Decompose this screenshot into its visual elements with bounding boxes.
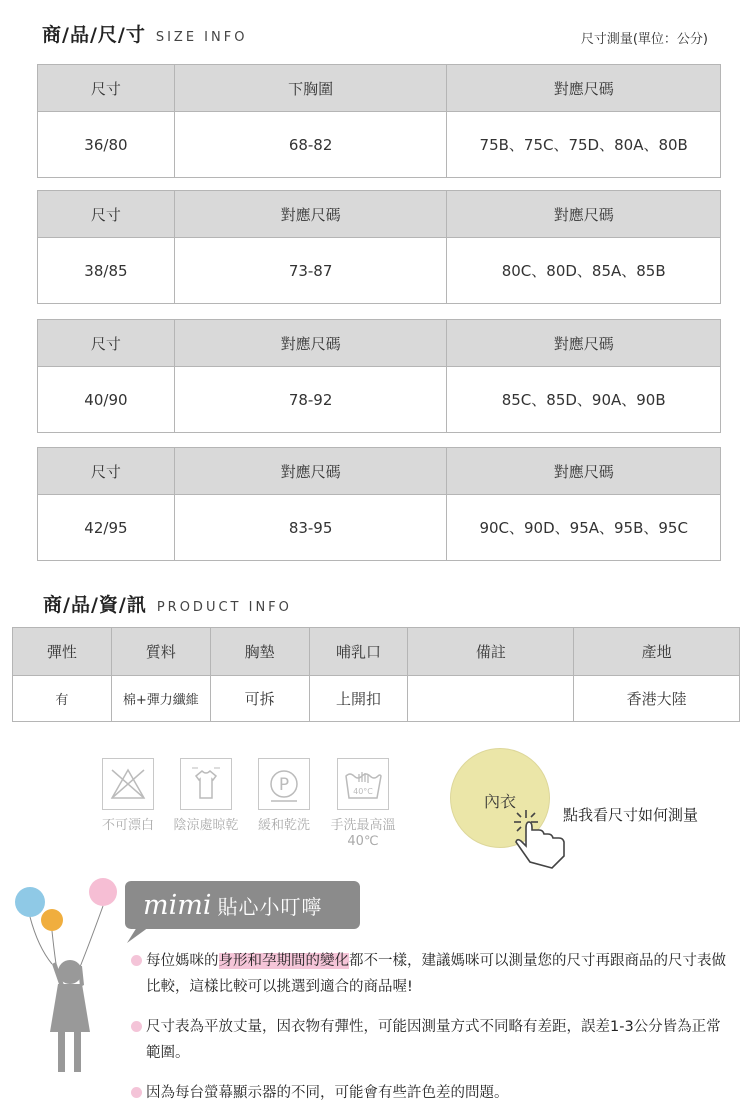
tip-item [128,948,728,1000]
size-info-title-en: SIZE INFO [155,30,248,45]
tip-text: 因為每台螢幕顯示器的不同，可能會有些許色差的問題。 [146,1085,509,1101]
size-header-cell: 下胸圍 [174,65,447,112]
product-header-cell: 哺乳口 [309,628,408,676]
size-header-cell: 尺寸 [38,191,175,238]
product-info-title [43,590,292,617]
size-header-cell: 尺寸 [38,320,175,367]
care-label-sub: 40℃ [347,834,379,849]
size-value-cell: 80C、80D、85A、85B [447,238,721,304]
gentle-dry-icon [258,758,310,810]
care-item-hand-wash [323,758,403,850]
size-value-cell: 73-87 [174,238,447,304]
product-value-cell: 上開扣 [309,676,408,722]
unit-note: 尺寸測量(單位：公分) [580,32,708,47]
mimi-brand: mimi [143,889,212,921]
svg-text:P: P [278,775,290,795]
no-bleach-icon [102,758,154,810]
size-header-cell: 尺寸 [38,448,175,495]
tip-item [128,1080,728,1106]
tips-banner [125,881,360,929]
size-header-cell: 對應尺碼 [447,65,721,112]
size-table-1 [37,64,721,178]
size-header-cell: 對應尺碼 [174,191,447,238]
wash-temp-text: 40°C [353,787,373,796]
product-value-cell [408,676,574,722]
measure-guide-link[interactable]: 點我看尺寸如何測量 [563,806,699,824]
size-value-cell: 83-95 [174,495,447,561]
care-label: 陰涼處晾乾 [173,818,239,833]
size-header-cell: 對應尺碼 [447,191,721,238]
orange-balloon-icon [41,909,63,931]
care-item-gentle-dry [244,758,324,834]
product-value-cell: 有 [13,676,112,722]
size-value-cell: 85C、85D、90A、90B [447,367,721,433]
size-table-2 [37,190,721,304]
product-info-table [12,627,740,722]
tip-text-before: 每位媽咪的 [146,953,219,969]
blue-balloon-icon [15,887,45,917]
size-value-cell: 40/90 [38,367,175,433]
pink-bullet-icon [131,955,142,966]
tip-highlight: 身形和孕期間的變化 [218,953,349,969]
product-value-cell: 可拆 [210,676,309,722]
girl-balloons-illustration [10,872,125,1102]
pink-bullet-icon [131,1087,142,1098]
product-header-cell: 產地 [574,628,740,676]
product-header-cell: 胸墊 [210,628,309,676]
product-value-cell: 香港大陸 [574,676,740,722]
shade-dry-icon [180,758,232,810]
care-item-no-bleach [88,758,168,834]
tip-text-after: 都不一樣，建議媽咪可以測量您的尺寸再跟商品的尺寸表做比較，這樣比較可以挑選到適合的商品喔! [146,953,726,995]
size-value-cell: 75B、75C、75D、80A、80B [447,112,721,178]
pink-balloon-icon [89,878,117,906]
size-header-cell: 尺寸 [38,65,175,112]
size-value-cell: 36/80 [38,112,175,178]
care-label-main: 手洗最高溫 [330,818,396,833]
size-info-title-zh: 商/品/尺/寸 [42,24,146,46]
size-value-cell: 68-82 [174,112,447,178]
tip-text: 尺寸表為平放丈量，因衣物有彈性，可能因測量方式不同略有差距，誤差1-3公分皆為正常範圍。 [146,1019,721,1061]
size-value-cell: 42/95 [38,495,175,561]
care-item-shade-dry [166,758,246,834]
size-table-4 [37,447,721,561]
hand-wash-icon [337,758,389,810]
size-value-cell: 90C、90D、95A、95B、95C [447,495,721,561]
size-header-cell: 對應尺碼 [447,448,721,495]
size-header-cell: 對應尺碼 [174,448,447,495]
size-value-cell: 78-92 [174,367,447,433]
tips-list [128,948,728,1120]
size-header-cell: 對應尺碼 [447,320,721,367]
care-label: 不可漂白 [101,818,154,833]
size-value-cell: 38/85 [38,238,175,304]
care-label [330,818,395,850]
size-info-title [42,20,247,47]
size-table-3 [37,319,721,433]
pink-bullet-icon [131,1021,142,1032]
tips-title: 貼心小叮嚀 [217,894,323,919]
product-info-title-zh: 商/品/資/訊 [43,594,147,616]
banner-tail-icon [127,927,149,943]
product-header-cell: 質料 [111,628,210,676]
size-header-cell: 對應尺碼 [174,320,447,367]
product-info-title-en: PRODUCT INFO [156,600,292,615]
measure-circle-text: 內衣 [483,792,516,811]
tip-item [128,1014,728,1066]
care-label: 緩和乾洗 [257,818,310,833]
product-header-cell: 彈性 [13,628,112,676]
product-header-cell: 備註 [408,628,574,676]
product-value-cell: 棉+彈力纖維 [111,676,210,722]
